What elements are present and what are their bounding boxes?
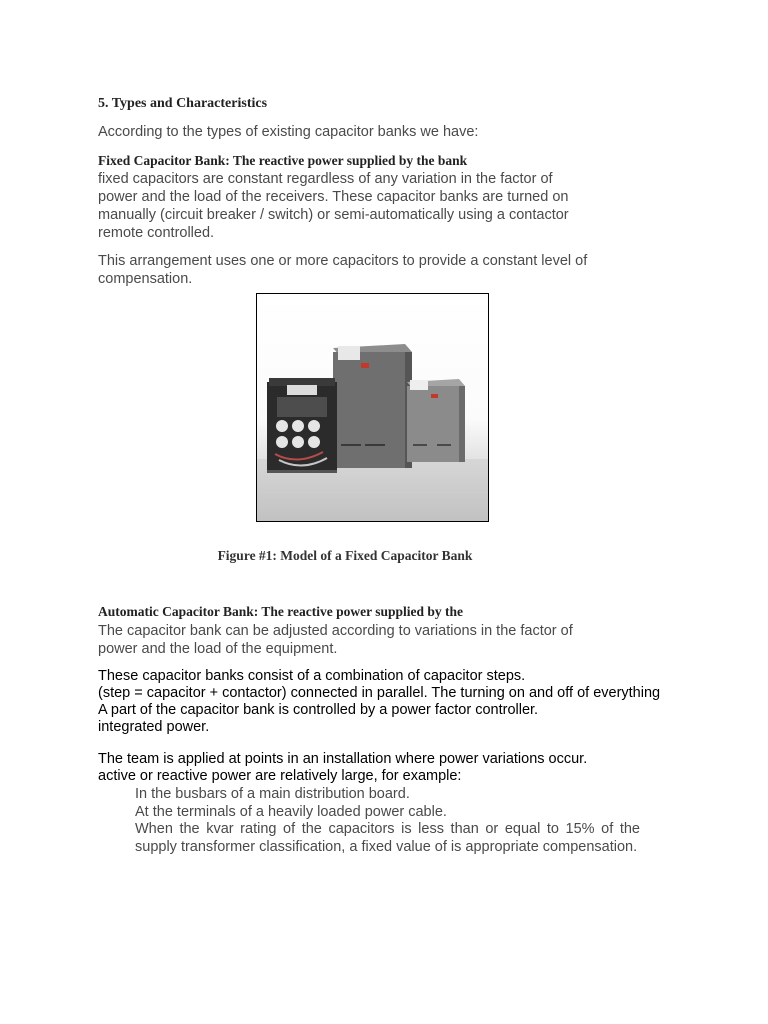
text-line: The team is applied at points in an installation where power variations occur.	[98, 751, 588, 767]
capacitor-bank-illustration	[257, 294, 488, 521]
text-line: manually (circuit breaker / switch) or semi-automatically using a contactor	[98, 207, 569, 223]
section-heading: 5. Types and Characteristics	[98, 96, 268, 111]
text-line: A part of the capacitor bank is controlled by a power factor controller.	[98, 702, 539, 718]
fixed-bank-paragraph	[98, 170, 618, 242]
automatic-bank-paragraph	[98, 622, 618, 658]
text-line: (step = capacitor + contactor) connected in parallel. The turning on and off of everything	[98, 685, 661, 701]
list-item-text: In the busbars of a main distribution board.	[135, 786, 410, 802]
intro-paragraph: According to the types of existing capacitor banks we have:	[98, 124, 479, 140]
bullet-icon	[120, 804, 135, 822]
text-line: power and the load of the equipment.	[98, 641, 338, 657]
text-line: remote controlled.	[98, 225, 215, 241]
list-item	[120, 804, 640, 822]
text-line: This arrangement uses one or more capacitors to provide a constant level of	[98, 253, 588, 269]
text-line: power and the load of the receivers. These capacitor banks are turned on	[98, 189, 569, 205]
text-line: These capacitor banks consist of a combination of capacitor steps.	[98, 668, 526, 684]
list-item	[120, 786, 640, 804]
text-line: The capacitor bank can be adjusted according to variations in the factor of	[98, 623, 573, 639]
automatic-bank-subheading: Automatic Capacitor Bank: The reactive power supplied by the	[98, 604, 464, 619]
capacitor-bank-figure	[256, 293, 489, 522]
text-line: compensation.	[98, 271, 193, 287]
fixed-bank-subheading: Fixed Capacitor Bank: The reactive power supplied by the bank	[98, 153, 468, 168]
combination-paragraph	[98, 668, 678, 736]
text-line: active or reactive power are relatively large, for example:	[98, 768, 462, 784]
text-line: integrated power.	[98, 719, 210, 735]
text-line: fixed capacitors are constant regardless of any variation in the factor of	[98, 171, 553, 187]
figure-caption: Figure #1: Model of a Fixed Capacitor Bank	[217, 548, 473, 563]
list-item-text: At the terminals of a heavily loaded power cable.	[135, 803, 447, 820]
bullet-icon	[120, 821, 135, 856]
arrangement-paragraph	[98, 252, 618, 288]
team-paragraph	[98, 751, 678, 785]
list-item-text: When the kvar rating of the capacitors is less than or equal to 15% of the supply transformer classification, a fixed value of is appropriate compensation.	[135, 821, 640, 855]
example-bullet-list	[120, 786, 640, 856]
bullet-icon	[120, 786, 135, 804]
list-item	[120, 821, 640, 856]
